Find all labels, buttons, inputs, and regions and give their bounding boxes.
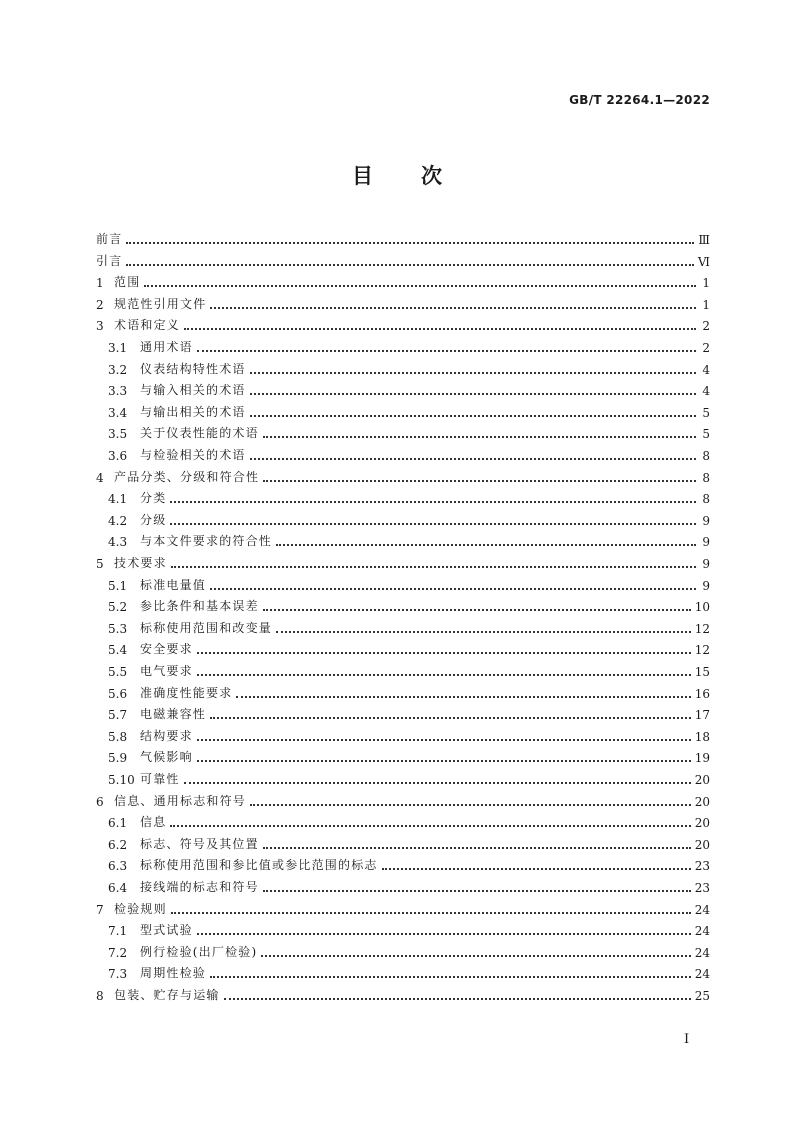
toc-entry-number: 7	[96, 902, 104, 917]
toc-entry-page: 1	[702, 276, 710, 291]
toc-entry-page: 25	[694, 989, 710, 1003]
toc-leader-dots	[170, 824, 690, 827]
toc-entry-page: 4	[702, 384, 710, 399]
toc-entry-number: 5.4	[108, 643, 128, 658]
toc-entry-label: 关于仪表性能的术语	[140, 426, 259, 441]
toc-leader-dots	[184, 781, 691, 784]
toc-entry[interactable]	[108, 442, 710, 463]
toc-entry[interactable]	[108, 917, 710, 938]
toc-entry-label: 准确度性能要求	[140, 685, 233, 700]
toc-entry-page: 20	[694, 794, 710, 809]
toc-leader-dots	[276, 630, 691, 633]
toc-entry-number: 6	[96, 794, 104, 809]
toc-entry[interactable]	[108, 744, 710, 765]
toc-entry-label: 标准电量值	[140, 577, 207, 592]
toc-entry-number: 5	[96, 557, 104, 571]
toc-leader-dots	[197, 759, 691, 762]
toc-entry[interactable]	[96, 550, 710, 571]
toc-leader-dots	[210, 716, 691, 719]
toc-entry[interactable]	[108, 680, 710, 701]
toc-entry-label: 通用术语	[140, 340, 193, 354]
toc-entry-page: 8	[702, 470, 710, 485]
toc-entry-page: Ⅵ	[697, 254, 710, 269]
toc-entry-page: 9	[702, 578, 710, 593]
toc-entry-page: 9	[702, 513, 710, 528]
toc-entry-label: 电磁兼容性	[140, 707, 207, 722]
toc-entry[interactable]	[108, 528, 710, 549]
toc-leader-dots	[263, 435, 696, 438]
toc-entry-page: 5	[702, 405, 710, 420]
toc-entry-page: 2	[702, 319, 710, 334]
toc-entry-page: Ⅲ	[698, 233, 710, 247]
toc-entry[interactable]	[96, 312, 710, 333]
toc-entry-label: 信息、通用标志和符号	[114, 793, 247, 808]
toc-leader-dots	[224, 997, 691, 1000]
title-char-1: 目	[352, 164, 373, 188]
toc-leader-dots	[210, 306, 696, 309]
toc-leader-dots	[382, 867, 691, 870]
toc-entry-page: 4	[702, 362, 710, 377]
toc-leader-dots	[250, 803, 691, 806]
toc-entry-page: 8	[702, 492, 710, 507]
toc-entry[interactable]	[108, 334, 710, 355]
toc-entry[interactable]	[96, 464, 710, 485]
toc-leader-dots	[210, 975, 691, 978]
toc-entry-number: 4.1	[108, 492, 128, 507]
toc-leader-dots	[261, 954, 690, 957]
toc-entry[interactable]	[108, 485, 710, 506]
toc-entry[interactable]	[108, 831, 710, 852]
toc-entry-label: 产品分类、分级和符合性	[114, 469, 260, 484]
toc-entry[interactable]	[96, 248, 710, 269]
toc-leader-dots	[170, 522, 696, 525]
toc-leader-dots	[197, 651, 691, 654]
toc-entry-page: 24	[694, 967, 710, 982]
toc-leader-dots	[276, 543, 696, 546]
toc-entry-label: 与输入相关的术语	[140, 383, 246, 398]
toc-entry-number: 3	[96, 319, 104, 334]
toc-entry-label: 可靠性	[140, 772, 180, 786]
toc-entry-label: 规范性引用文件	[114, 296, 207, 311]
toc-entry-number: 3.2	[108, 362, 128, 377]
page-folio: I	[684, 1032, 690, 1047]
toc-entry-label: 分级	[140, 512, 167, 527]
toc-entry-label: 标称使用范围和参比值或参比范围的标志	[140, 858, 378, 873]
toc-entry-label: 包装、贮存与运输	[114, 988, 220, 1002]
toc-entry-page: 24	[694, 902, 710, 917]
toc-entry[interactable]	[108, 636, 710, 657]
toc-entry[interactable]	[108, 658, 710, 679]
toc-entry[interactable]	[108, 507, 710, 528]
toc-entry-number: 5.9	[108, 751, 128, 766]
toc-leader-dots	[144, 284, 696, 287]
toc-entry[interactable]	[108, 874, 710, 895]
toc-entry-label: 与输出相关的术语	[140, 404, 246, 419]
toc-entry[interactable]	[108, 701, 710, 722]
toc-leader-dots	[250, 371, 696, 374]
toc-entry-page: 9	[702, 557, 710, 571]
toc-leader-dots	[263, 608, 691, 611]
toc-entry-page: 12	[694, 643, 710, 658]
toc-entry[interactable]	[108, 852, 710, 873]
toc-entry-number: 3.5	[108, 427, 128, 442]
toc-entry-number: 2	[96, 297, 104, 312]
toc-leader-dots	[250, 392, 696, 395]
toc-entry-label: 参比条件和基本误差	[140, 599, 259, 614]
toc-leader-dots	[250, 414, 696, 417]
toc-entry-label: 信息	[140, 815, 167, 830]
toc-entry-number: 5.3	[108, 621, 128, 636]
toc-entry-number: 4.2	[108, 513, 128, 528]
toc-entry-number: 6.1	[108, 816, 128, 831]
toc-entry-number: 5.10	[108, 773, 135, 787]
toc-leader-dots	[263, 889, 691, 892]
toc-leader-dots	[197, 673, 691, 676]
toc-leader-dots	[171, 911, 691, 914]
toc-entry-label: 技术要求	[114, 556, 167, 570]
toc-leader-dots	[184, 327, 696, 330]
toc-entry-page: 24	[694, 945, 710, 960]
toc-leader-dots	[197, 738, 691, 741]
toc-entry-page: 5	[702, 427, 710, 442]
toc-entry-label: 与检验相关的术语	[140, 448, 246, 462]
toc-entry-label: 标志、符号及其位置	[140, 836, 259, 851]
toc-leader-dots	[263, 479, 696, 482]
toc-entry-number: 3.6	[108, 449, 128, 463]
toc-entry[interactable]	[96, 226, 710, 247]
toc-entry[interactable]	[96, 269, 710, 290]
toc-entry-label: 标称使用范围和改变量	[140, 620, 273, 635]
toc-leader-dots	[197, 932, 691, 935]
toc-entry-label: 检验规则	[114, 901, 167, 916]
toc-entry-page: 15	[694, 665, 710, 679]
toc-entry-page: 19	[694, 751, 710, 766]
toc-entry-page: 20	[694, 837, 710, 852]
toc-entry-label: 周期性检验	[140, 966, 207, 981]
toc-entry-page: 2	[702, 341, 710, 355]
toc-entry-number: 3.1	[108, 341, 128, 355]
toc-entry-number: 1	[96, 276, 104, 291]
toc-entry[interactable]	[108, 939, 710, 960]
toc-entry-number: 5.6	[108, 686, 128, 701]
toc-entry-label: 引言	[96, 253, 123, 268]
toc-entry-label: 前言	[96, 232, 123, 246]
toc-entry[interactable]	[108, 723, 710, 744]
toc-entry-label: 接线端的标志和符号	[140, 880, 259, 894]
toc-entry-page: 20	[694, 773, 710, 787]
toc-entry[interactable]	[96, 788, 710, 809]
toc-leader-dots	[236, 695, 690, 698]
toc-entry-number: 7.2	[108, 945, 128, 960]
toc-entry[interactable]	[108, 960, 710, 981]
toc-entry-number: 6.2	[108, 837, 128, 852]
toc-leader-dots	[126, 241, 694, 244]
toc-entry[interactable]	[108, 615, 710, 636]
toc-entry-label: 范围	[114, 275, 141, 290]
toc-entry-label: 气候影响	[140, 750, 193, 765]
toc-entry-page: 9	[702, 535, 710, 550]
toc-leader-dots	[250, 457, 696, 460]
toc-entry-number: 3.3	[108, 384, 128, 399]
toc-entry-label: 仪表结构特性术语	[140, 361, 246, 376]
toc-entry-label: 与本文件要求的符合性	[140, 534, 273, 549]
toc-leader-dots	[263, 846, 691, 849]
toc-entry-number: 8	[96, 989, 104, 1003]
toc-leader-dots	[197, 349, 696, 352]
toc-entry[interactable]	[108, 377, 710, 398]
toc-entry-label: 例行检验(出厂检验)	[140, 944, 258, 959]
toc-entry-number: 5.8	[108, 729, 128, 744]
toc-entry[interactable]	[108, 420, 710, 441]
toc-entry[interactable]	[96, 982, 710, 1003]
toc-entry[interactable]	[108, 809, 710, 830]
toc-leader-dots	[171, 565, 696, 568]
toc-entry-page: 24	[694, 924, 710, 939]
toc-entry-page: 23	[694, 859, 710, 874]
toc-entry-page: 16	[694, 686, 710, 701]
toc-entry-number: 3.4	[108, 405, 128, 420]
toc-entry-number: 6.4	[108, 881, 128, 895]
toc-leader-dots	[126, 263, 694, 266]
toc-entry-page: 8	[702, 449, 710, 463]
toc-entry-page: 20	[694, 816, 710, 831]
toc-entry-page: 1	[702, 297, 710, 312]
title-char-2: 次	[421, 164, 442, 188]
toc-entry-label: 分类	[140, 491, 167, 506]
toc-entry-number: 6.3	[108, 859, 128, 874]
toc-entry-page: 10	[694, 600, 710, 615]
toc-entry[interactable]	[108, 356, 710, 377]
toc-entry-label: 术语和定义	[114, 318, 181, 333]
toc-entry[interactable]	[108, 766, 710, 787]
toc-entry-page: 17	[694, 708, 710, 723]
toc-entry-number: 5.2	[108, 600, 128, 615]
toc-entry-page: 18	[694, 729, 710, 744]
toc-entry-number: 5.1	[108, 578, 128, 593]
toc-entry-label: 型式试验	[140, 923, 193, 938]
toc-entry[interactable]	[96, 291, 710, 312]
toc-entry-page: 12	[694, 621, 710, 636]
toc-entry-label: 安全要求	[140, 642, 193, 657]
toc-entry[interactable]	[108, 593, 710, 614]
page-title	[0, 160, 794, 190]
toc-leader-dots	[210, 587, 696, 590]
toc-entry-number: 7.1	[108, 924, 128, 939]
standard-code: GB/T 22264.1—2022	[569, 93, 710, 107]
toc-entry[interactable]	[96, 896, 710, 917]
toc-entry-number: 4	[96, 470, 104, 485]
toc-entry[interactable]	[108, 399, 710, 420]
toc-entry[interactable]	[108, 572, 710, 593]
toc-entry-number: 5.7	[108, 708, 128, 723]
toc-entry-number: 7.3	[108, 967, 128, 982]
toc-entry-number: 4.3	[108, 535, 128, 550]
toc-entry-page: 23	[694, 881, 710, 895]
toc-entry-label: 结构要求	[140, 728, 193, 743]
toc-entry-label: 电气要求	[140, 664, 193, 678]
toc-leader-dots	[170, 500, 696, 503]
toc-entry-number: 5.5	[108, 665, 128, 679]
